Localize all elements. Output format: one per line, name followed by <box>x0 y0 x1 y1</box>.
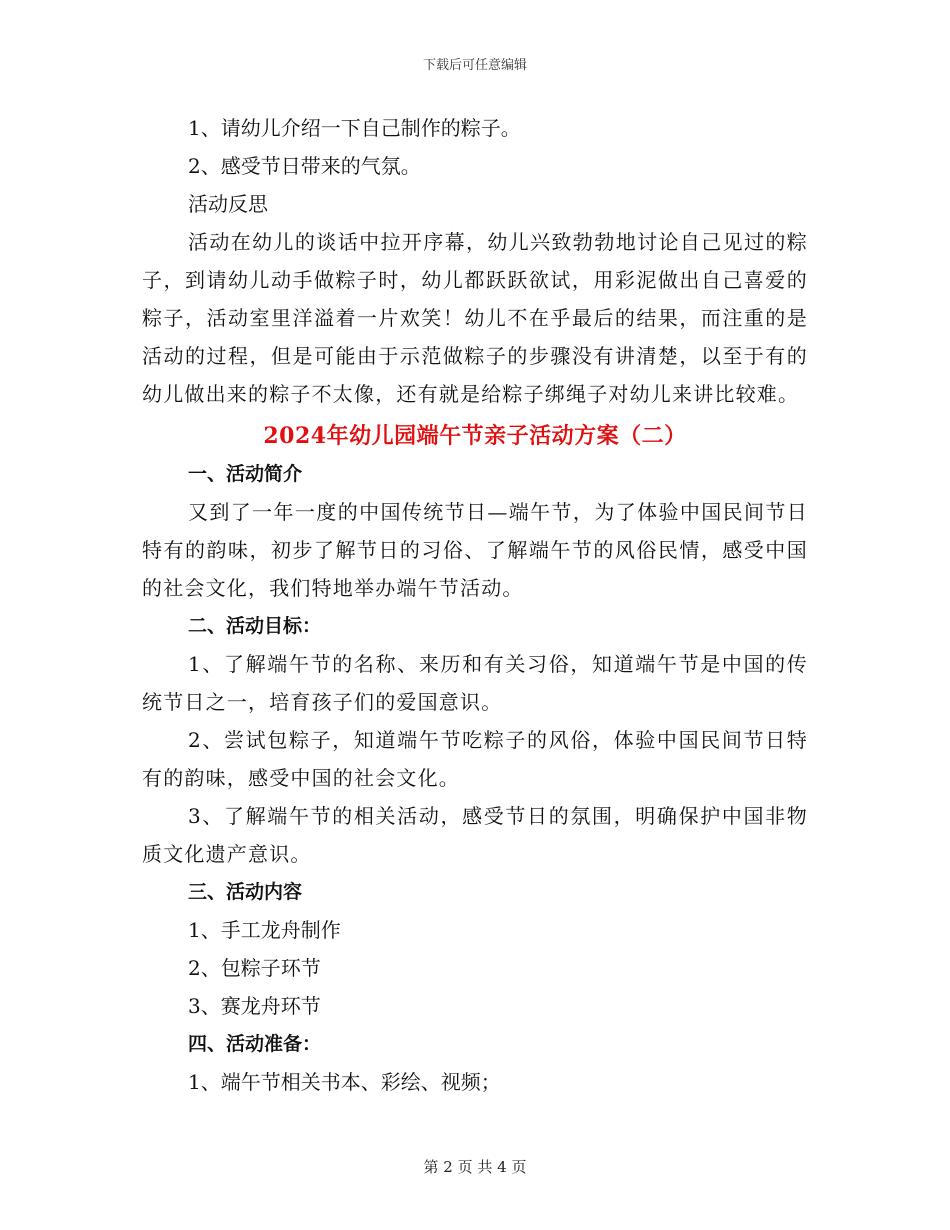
reflection-heading: 活动反思 <box>188 192 268 216</box>
list-item: 1、手工龙舟制作 <box>188 918 341 942</box>
list-item: 1、请幼儿介绍一下自己制作的粽子。 <box>188 116 521 140</box>
section-heading: 四、活动准备： <box>188 1033 322 1055</box>
section-heading: 一、活动简介 <box>188 463 303 485</box>
list-item: 3、赛龙舟环节 <box>188 994 321 1018</box>
section-paragraph: 又到了一年一度的中国传统节日—端午节，为了体验中国民间节日特有的韵味，初步了解节日的习俗、了解端午节的风俗民情，感受中国的社会文化，我们特地举办端午节活动。 <box>142 500 808 600</box>
list-item: 1、端午节相关书本、彩绘、视频； <box>188 1070 501 1094</box>
list-item: 2、感受节日带来的气氛。 <box>188 154 421 178</box>
header-note: 下载后可任意编辑 <box>422 58 527 73</box>
list-item: 2、尝试包粽子，知道端午节吃粽子的风俗，体验中国民间节日特有的韵味，感受中国的社会文化。 <box>142 728 808 790</box>
section-heading: 二、活动目标： <box>188 615 322 637</box>
list-item: 2、包粽子环节 <box>188 956 321 980</box>
section-heading: 三、活动内容 <box>188 881 303 903</box>
list-item: 3、了解端午节的相关活动，感受节日的氛围，明确保护中国非物质文化遗产意识。 <box>142 804 808 866</box>
page-number: 第 2 页 共 4 页 <box>423 1158 527 1176</box>
reflection-paragraph: 活动在幼儿的谈话中拉开序幕，幼儿兴致勃勃地讨论自己见过的粽子，到请幼儿动手做粽子时，幼儿都跃跃欲试，用彩泥做出自己喜爱的粽子，活动室里洋溢着一片欢笑！幼儿不在乎最后的结果，而注重的是活动的过程，但是可能由于示范做粽子的步骤没有讲清楚，以至于有的幼儿做出来的粽子不太像，还有就是给粽子绑绳子对幼儿来讲比较难。 <box>142 230 808 406</box>
section-title: 2024年幼儿园端午节亲子活动方案（二） <box>263 423 687 449</box>
document-body <box>142 109 808 1101</box>
list-item: 1、了解端午节的名称、来历和有关习俗，知道端午节是中国的传统节日之一，培育孩子们的爱国意识。 <box>142 652 808 714</box>
